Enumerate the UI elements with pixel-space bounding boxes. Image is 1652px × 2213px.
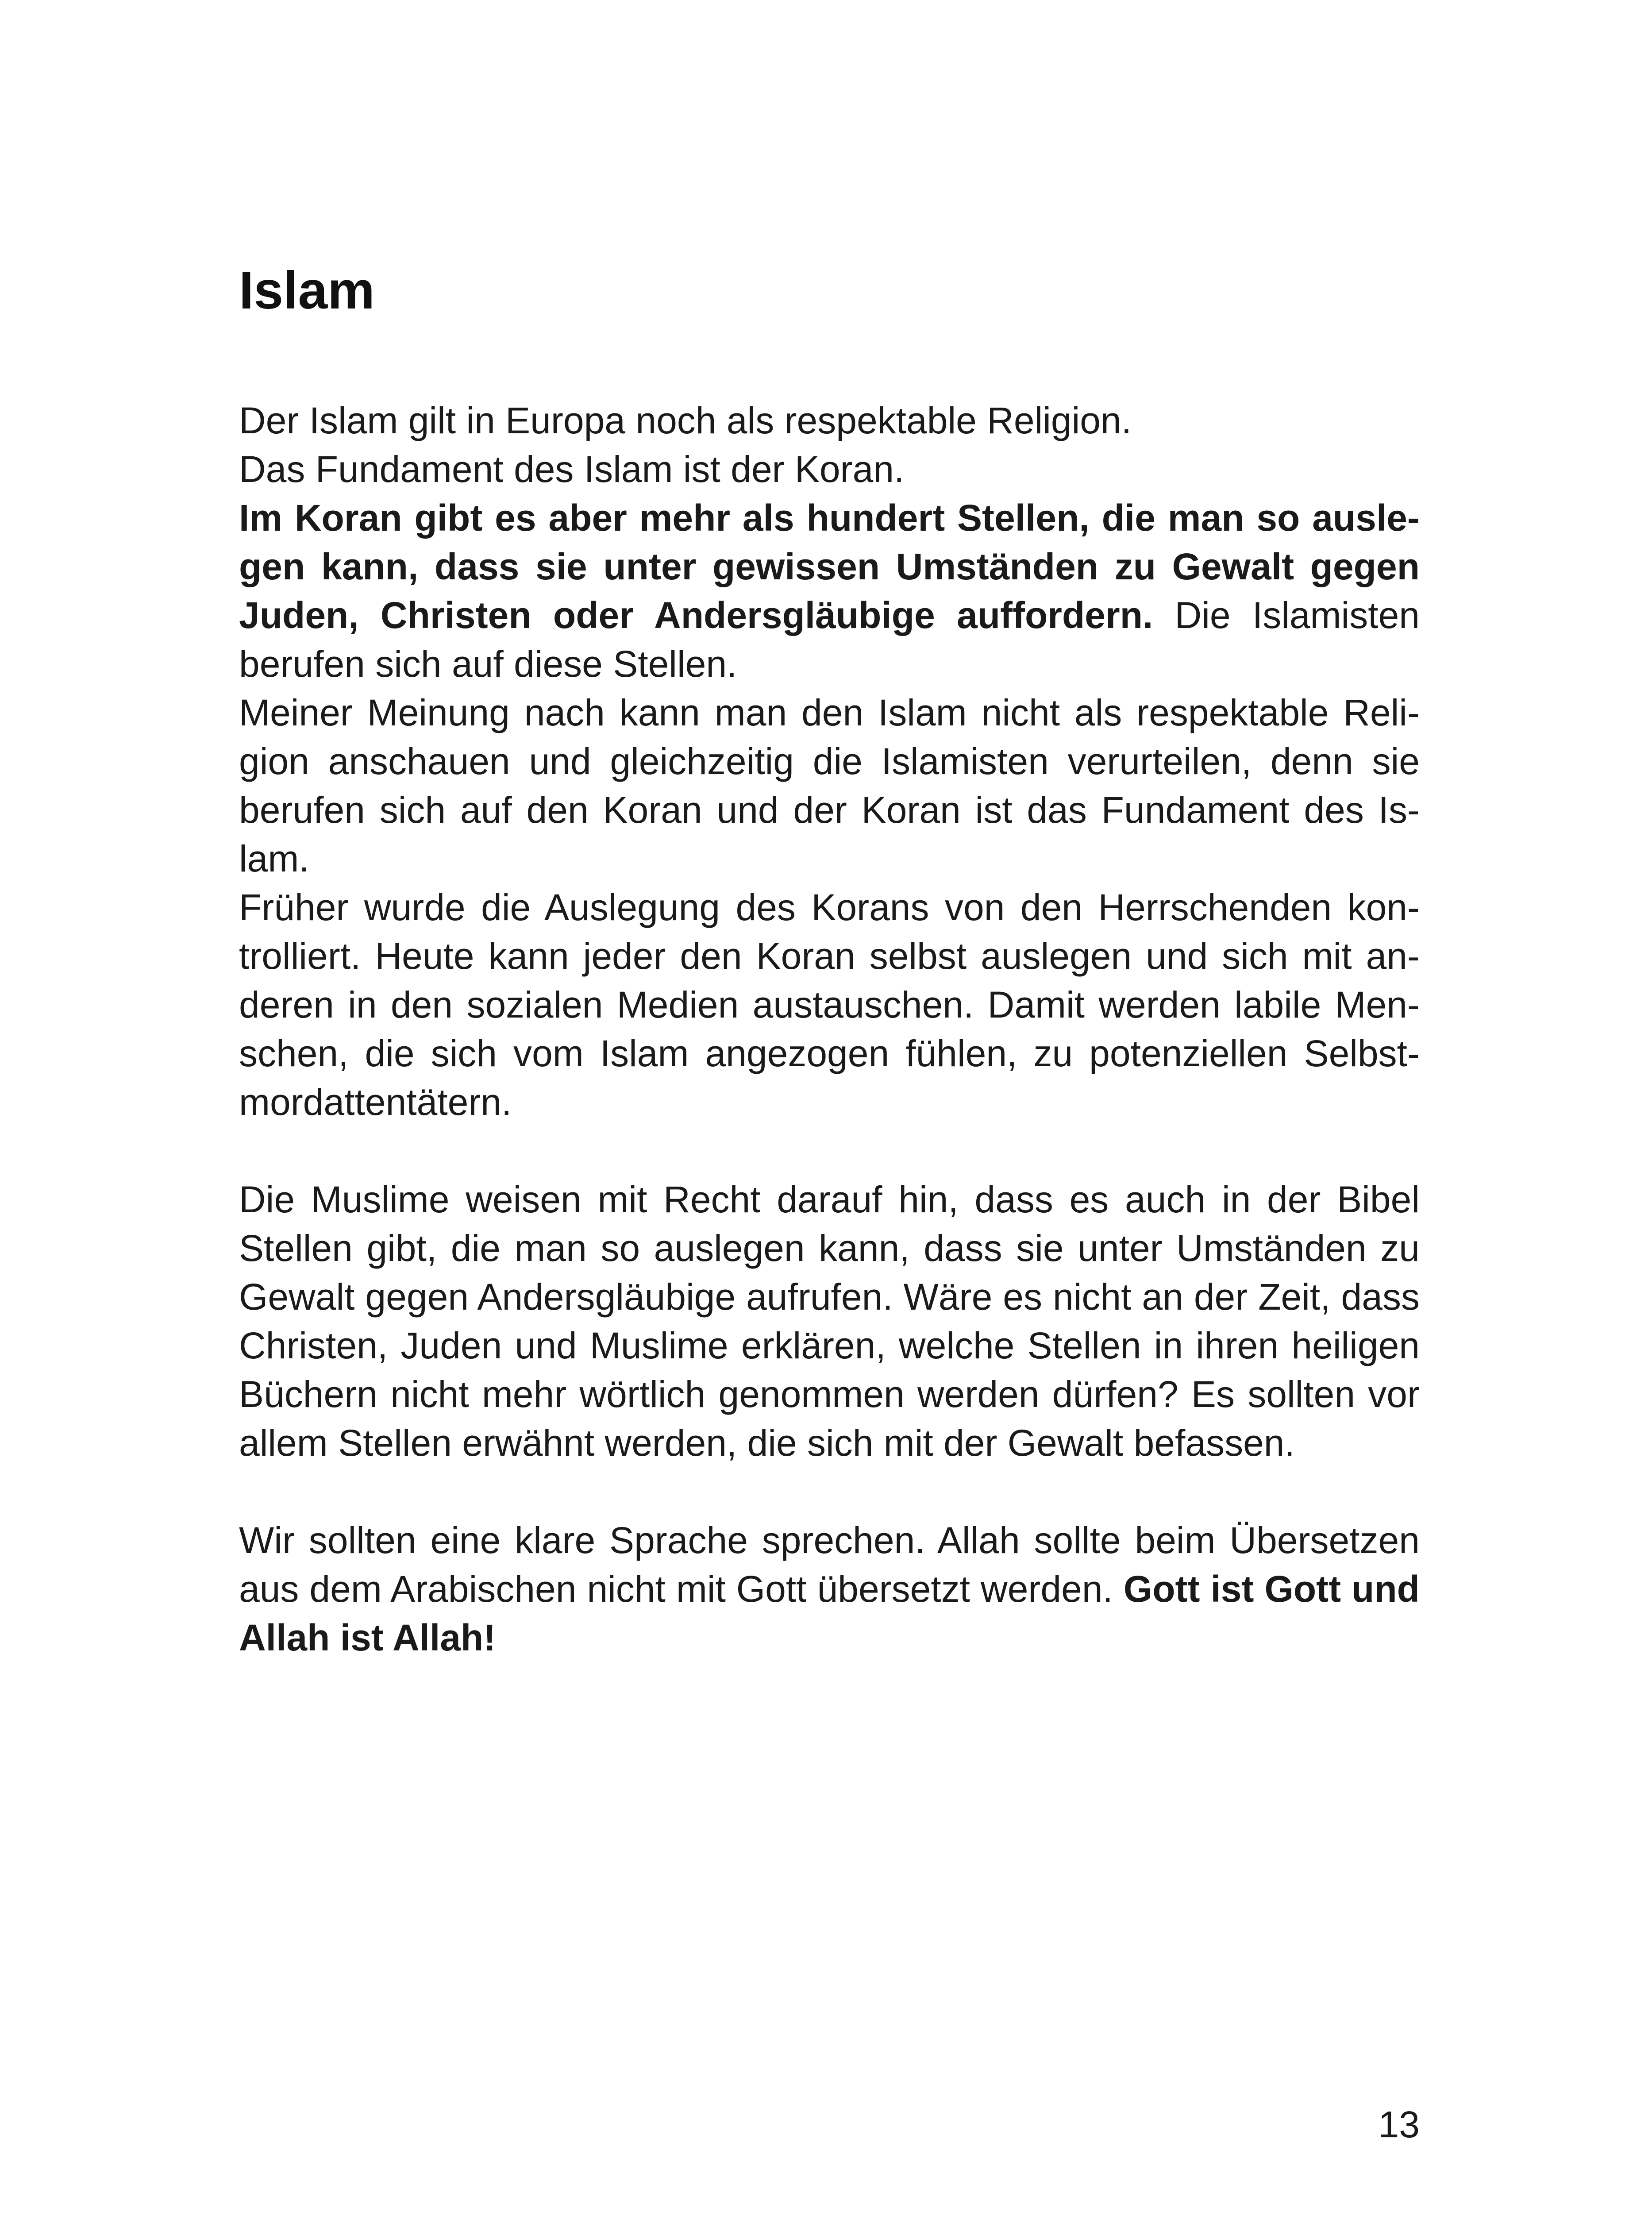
bold-statement-gott-allah: Gott ist Gott und Allah ist Allah! <box>239 1568 1420 1658</box>
paragraph-opinion: Meiner Meinung nach kann man den Islam nicht als respektable Religion anschauen und gleichzeitig die Islamisten verurteilen, denn sie berufen sich auf den Koran und der Koran ist das Fundament des Islam. <box>239 692 1420 879</box>
paragraph-clear-language <box>239 1516 1420 1662</box>
page-number: 13 <box>1378 2104 1420 2145</box>
translation-statement: Wir sollten eine klare Sprache sprechen. Allah sollte beim Übersetzen aus dem Arabischen nicht mit Gott übersetzt werden. <box>239 1519 1420 1610</box>
body-text <box>239 396 1420 1662</box>
heading-area <box>239 261 1420 320</box>
islamists-reference: Die Islamisten berufen sich auf diese Stellen. <box>239 594 1420 685</box>
paragraph-gap <box>239 1126 1420 1175</box>
paragraph-bible-comparison: Die Muslime weisen mit Recht darauf hin, dass es auch in der Bibel Stellen gibt, die man so auslegen kann, dass sie unter Umständen zu Gewalt gegen Andersgläubige aufrufen. Wäre es nicht an der Zeit, dass Christen, Juden und Muslime erklären, welche Stellen in ihren heiligen Büchern nicht mehr wörtlich genommen werden dürfen? Es sollten vor allem Stellen erwähnt werden, die sich mit der Gewalt befassen. <box>239 1179 1420 1464</box>
paragraph-interpretation: Früher wurde die Auslegung des Korans von den Herrschenden kontrolliert. Heute kann jeder den Koran selbst auslegen und sich mit anderen in den sozialen Medien austauschen. Damit werden labile Menschen, die sich vom Islam angezogen fühlen, zu potenziellen Selbstmordattentätern. <box>239 887 1420 1123</box>
paragraph-koran-passages <box>239 493 1420 688</box>
paragraph-intro-line-1: Der Islam gilt in Europa noch als respektable Religion. <box>239 400 1132 441</box>
paragraph-intro-line-2: Das Fundament des Islam ist der Koran. <box>239 448 905 490</box>
page-title: Islam <box>239 261 375 320</box>
bold-statement-koran: Im Koran gibt es aber mehr als hundert Stellen, die man so auslegen kann, dass sie unter gewissen Umständen zu Gewalt gegen Juden, Christen oder Andersgläubige auffordern. <box>239 497 1420 636</box>
paragraph-gap <box>239 1467 1420 1516</box>
